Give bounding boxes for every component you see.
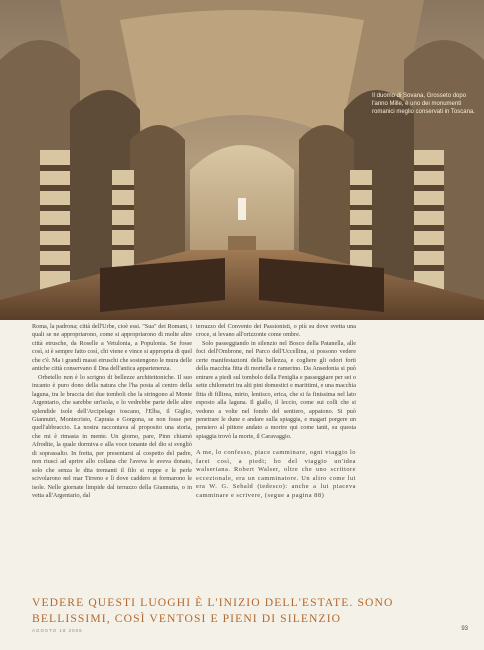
pull-quote: VEDERE QUESTI LUOGHI È L'INIZIO DELL'ESTATE. SONO BELLISSIMI, COSÌ VENTOSI E PIENI DI SILENZIO	[32, 596, 394, 625]
text-column-1	[32, 323, 192, 501]
footer-date: AGOSTO 18 2006	[32, 628, 83, 633]
photo-caption: Il duomo di Sovana, Grosseto dopo l'anno Mille, è uno dei monumenti romanici meglio conservati in Toscana.	[372, 93, 475, 115]
page-number: 93	[461, 626, 468, 632]
paragraph: Solo passeggiando in silenzio nel Bosco della Patanella, alle foci dell'Ombrone, nel Parco dell'Uccellina, si possono vedere certe manifestazioni della bellezza, e cogliere gli odori forti della macchia fitta di mortella e ramerino. Da Ansedonia si può entrare a piedi sul tombolo della Feniglia e passeggiare per sei o sette chilometri tra alti pini domestici e marittimi, e una macchia fitta di fillirea, mirto, lentisco, erica, che si fa finissima nel lato esposto alla laguna. Il giallo, il leccio, come sui colli che si vedono a volte nel fondo del sentiero, appaiono. Si può penetrare le dune e andare sulla spiaggia, e magari porgere un pensiero al pittore andato a morire qui come tanti, su questa spiaggia trovò la morte, il Caravaggio.	[196, 339, 356, 440]
paragraph: A me, lo confesso, piace camminare, ogni viaggio lo farei così, a piedi; ho del viaggio un'idea walseriana. Robert Walser, oltre che uno scrittore eccezionale, era un camminatore. Un altro come lui era W. G. Sebald (tedesco): anche a lui piaceva camminare e scrivere, (segue a pagina 88)	[196, 449, 356, 499]
cathedral-nave-photo	[0, 0, 484, 320]
text-column-2	[196, 323, 356, 500]
paragraph: Roma, la padrona; città dell'Urbe, cioè essi. "Sua" dei Romani, i quali se ne appropriarono, come si appropriarono di molte altre città etrusche, da Roselle a Vetulonia, a Populonia. Se fosse così, si è sempre fatto così, chi viene e vince si appropria di quel che c'è. Ma i grandi massi etruschi che sostengono le mura delle antiche città conservano il Dna dell'antica appartenenza.	[32, 323, 192, 373]
paragraph: Orbetello non è lo scrigno di bellezze architettoniche. Il suo incanto è puro dono della natura che l'ha posta al centro della laguna, tra le braccia dei due tomboli che la stringono al Monte Argentario, che sarebbe un'isola, e lo vedrebbe parte delle altre splendide isole dell'Arcipelago toscano, l'Elba, il Giglio, Giannutri, Montecristo, Capraia e Gorgona, se non fosse per quell'abbraccio. La nostra raccontava al proposito una storia, che mi è rimasta in mente. Un giorno, pare, Pinn chiamò Afrodite, la quale dormiva e alla voce tonante del dio si svegliò di soprassalto. In fretta, per presentarsi al cospetto del padre, non riuscì ad aprire allo collana che l'aveva le aveva donato, solo che senza le dita tremanti il filo si ruppe e le perle scivolarono nel mar Tirreno e lì dove caddero si formarono le isole. Nelle giornate limpide dal terrazzo della Giannutta, o in vetta all'Argentario, dal	[32, 373, 192, 500]
paragraph: terrazzo del Convento dei Passionisti, o più su dove svetta una croce, si levano all'orizzonte come ombre.	[196, 323, 356, 339]
